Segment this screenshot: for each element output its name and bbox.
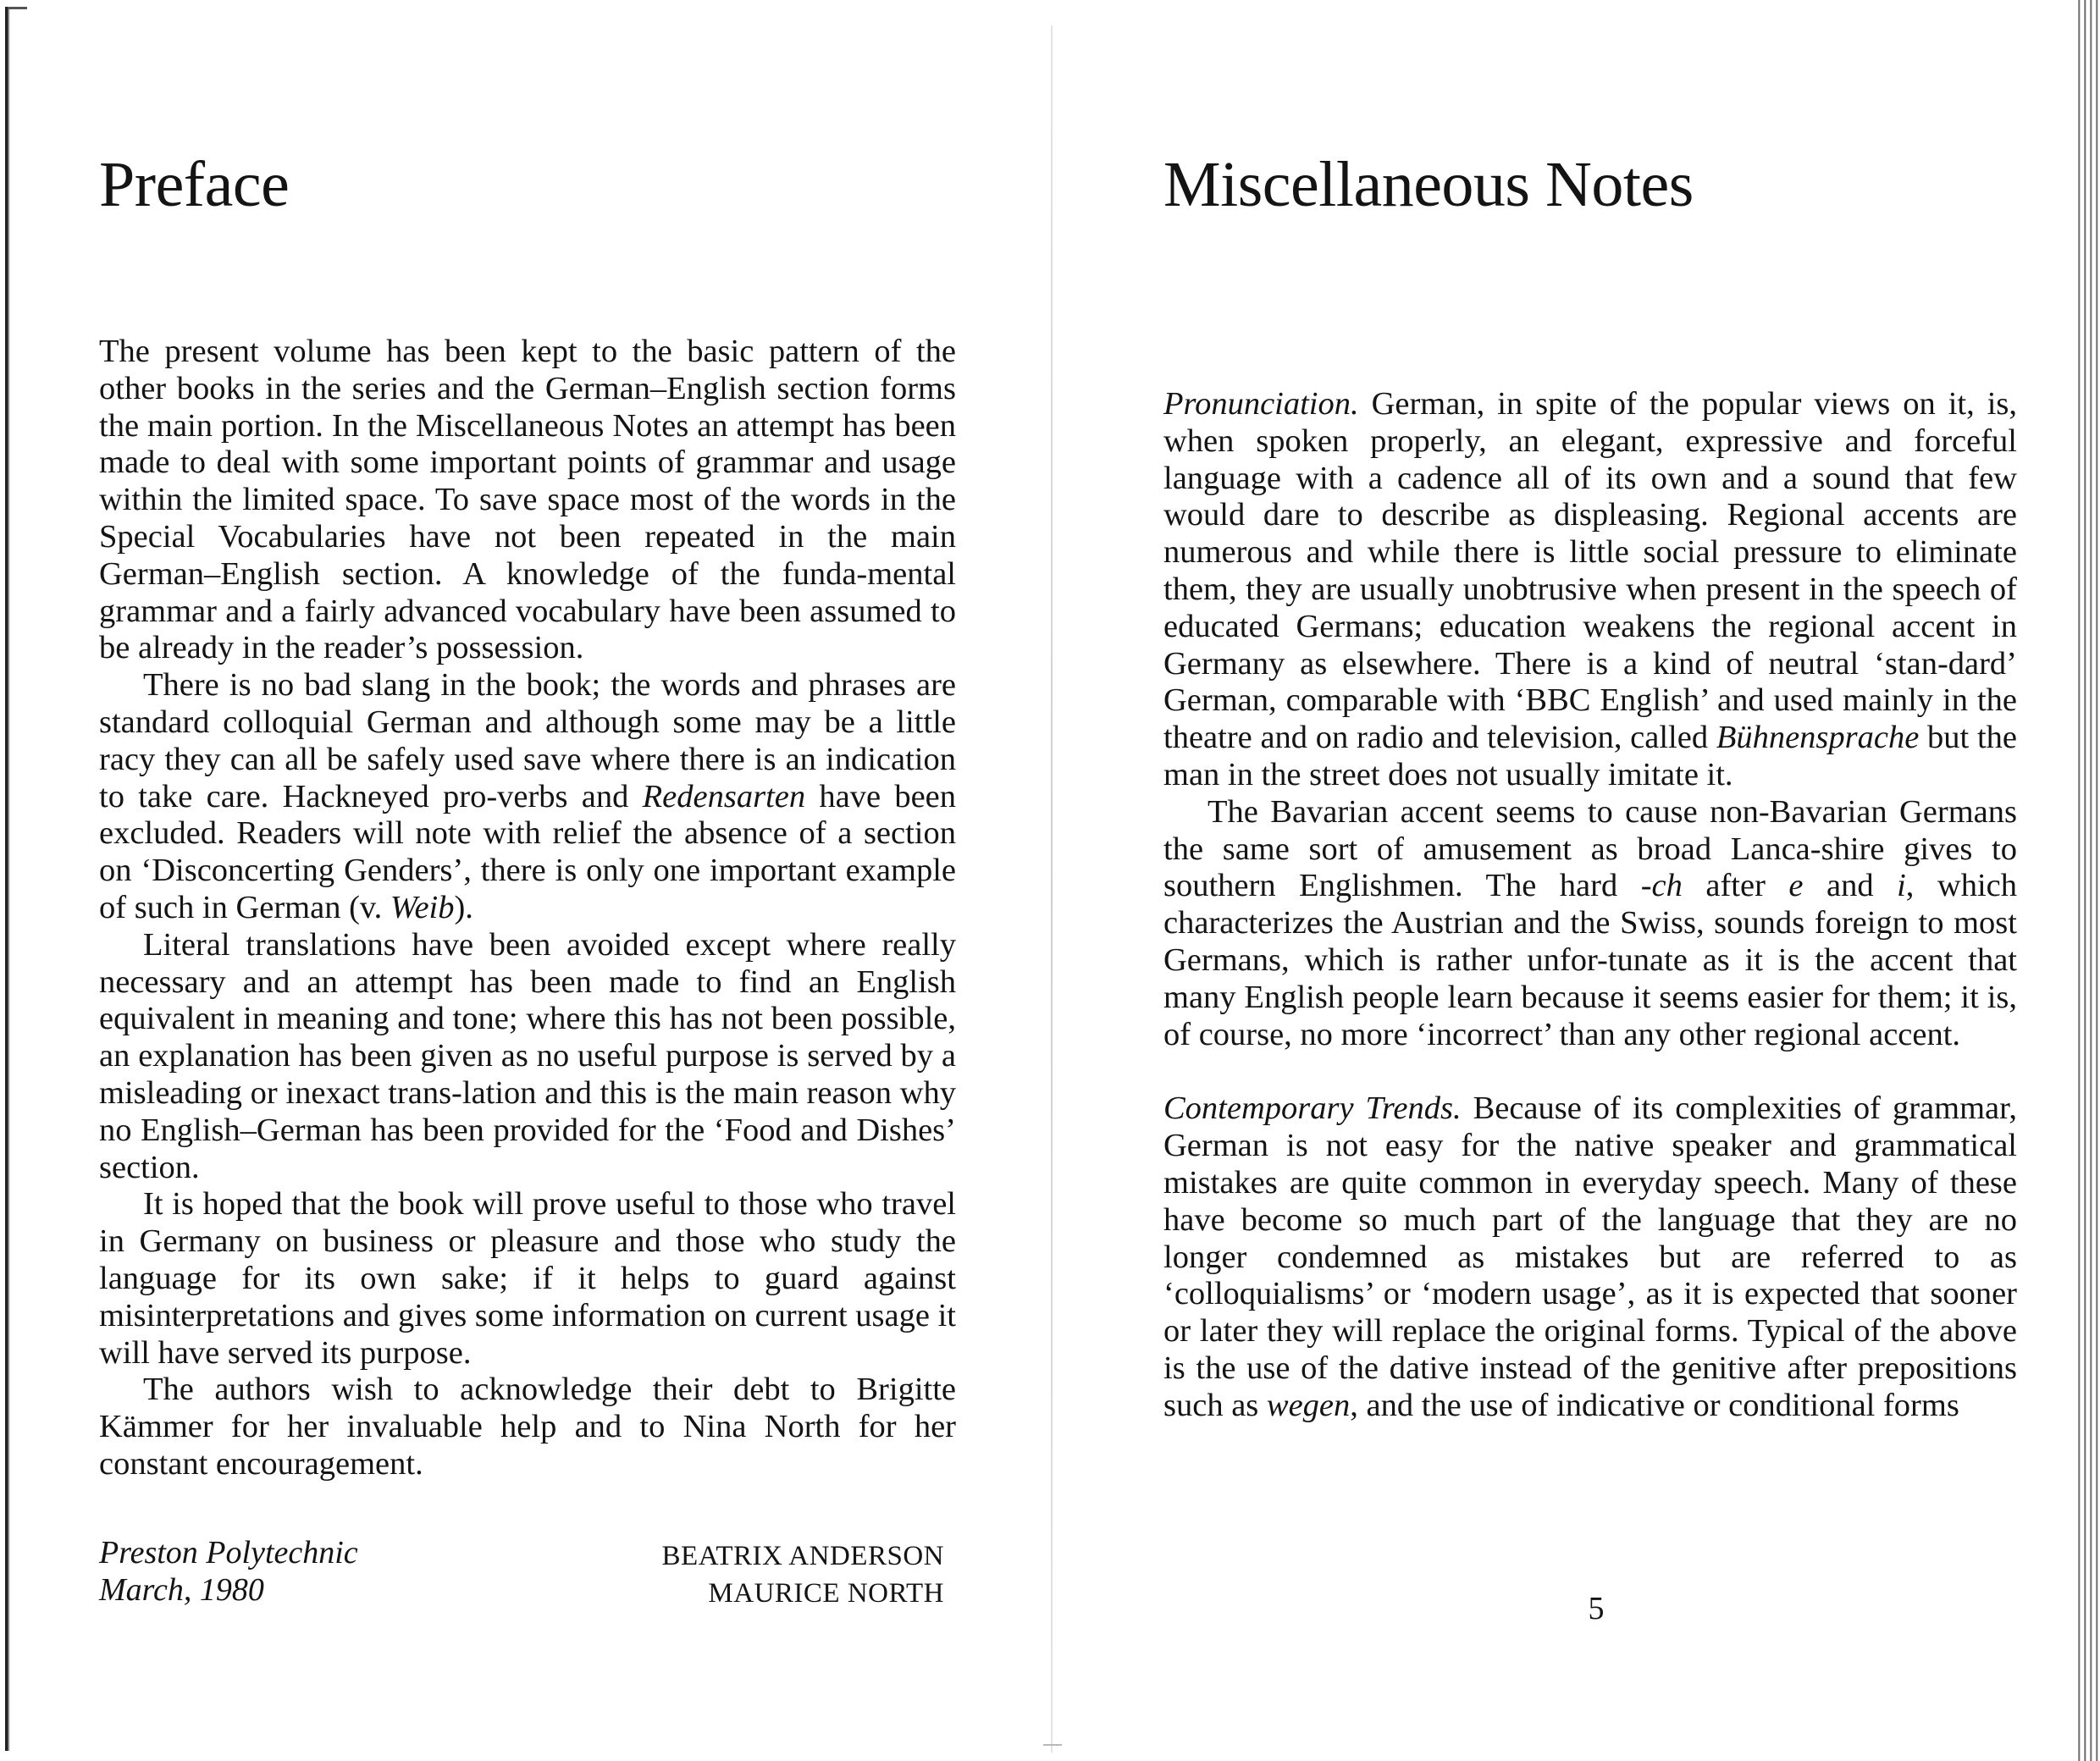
signoff-place: Preston Polytechnic <box>99 1534 358 1571</box>
book-gutter <box>1051 25 1053 1753</box>
page-number: 5 <box>1588 1591 1605 1626</box>
paragraph: The authors wish to acknowledge their debt to Brigitte Kämmer for her invaluable help and to Nina North for her constant encouragement. <box>99 1372 956 1482</box>
author-name: BEATRIX ANDERSON <box>661 1540 944 1571</box>
paragraph: Pronunciation. German, in spite of the popular views on it, is, when spoken properly, an elegant, expressive and forceful language with a cadence all of its own and a sound that few would dare to describe as displeasing. Regional accents are numerous and while there is little social pressure to eliminate them, they are usually unobtrusive when present in the speech of educated Germans; education weakens the regional accent in Germany as elsewhere. There is a kind of neutral ‘stan-dard’ German, comparable with ‘BBC English’ and used mainly in the theatre and on radio and television, called Bühnensprache but the man in the street does not usually imitate it. <box>1163 386 2017 792</box>
notes-body <box>1163 386 2017 1425</box>
left-edge-mark <box>8 7 27 9</box>
signoff-authors <box>662 1537 944 1612</box>
page-title: Miscellaneous Notes <box>1163 149 1694 220</box>
left-page-edge <box>5 7 10 1751</box>
paragraph: The present volume has been kept to the basic pattern of the other books in the series and the German–English section forms the main portion. In the Miscellaneous Notes an attempt has been made to deal with some important points of grammar and usage within the limited space. To save space most of the words in the Special Vocabularies have not been repeated in the main German–English section. A knowledge of the funda-mental grammar and a fairly advanced vocabulary have been assumed to be already in the reader’s possession. <box>99 334 956 666</box>
paragraph: The Bavarian accent seems to cause non-Bavarian Germans the same sort of amusement as broad Lanca-shire gives to southern Englishmen. The hard -ch after e and i, which characterizes the Austrian and the Swiss, sounds foreign to most Germans, which is rather unfor-tunate as it is the accent that many English people learn because it seems easier for them; it is, of course, no more ‘incorrect’ than any other regional accent. <box>1163 793 2017 1052</box>
preface-body <box>99 334 956 1483</box>
section-contemporary-trends <box>1163 1090 2017 1424</box>
paragraph: It is hoped that the book will prove useful to those who travel in Germany on business or pleasure and those who study the language for its own sake; if it helps to guard against misinterpretations and gives some information on current usage it will have served its purpose. <box>99 1186 956 1371</box>
paragraph: There is no bad slang in the book; the words and phrases are standard colloquial German and although some may be a little racy they can all be safely used save where there is an indication to take care. Hackneyed pro-verbs and Redensarten have been excluded. Readers will note with relief the absence of a section on ‘Disconcerting Genders’, there is only one important example of such in German (v. Weib). <box>99 667 956 925</box>
section-pronunciation <box>1163 386 2017 1053</box>
section-run-head: Pronunciation. <box>1163 386 1359 422</box>
gutter-mark <box>1043 1744 1062 1746</box>
right-page-edge <box>2075 0 2100 1761</box>
signoff-place-date <box>99 1534 358 1609</box>
preface-page <box>99 144 956 1615</box>
signoff-date: March, 1980 <box>99 1571 264 1608</box>
preface-signoff <box>99 1534 956 1615</box>
paragraph: Contemporary Trends. Because of its complexities of grammar, German is not easy for the native speaker and grammatical mistakes are quite common in everyday speech. Many of these have become so much part of the language that they are no longer condemned as mistakes but are referred to as ‘colloquialisms’ or ‘modern usage’, as it is expected that sooner or later they will replace the original forms. Typical of the above is the use of the dative instead of the genitive after prepositions such as wegen, and the use of indicative or conditional forms <box>1163 1090 2018 1423</box>
page-title: Preface <box>99 149 290 220</box>
section-run-head: Contemporary Trends. <box>1163 1090 1462 1127</box>
paragraph: Literal translations have been avoided except where really necessary and an attempt has been made to find an English equivalent in meaning and tone; where this has not been possible, an explanation has been given as no useful purpose is served by a misleading or inexact trans-lation and this is the main reason why no English–German has been provided for the ‘Food and Dishes’ section. <box>99 926 956 1185</box>
author-name: MAURICE NORTH <box>708 1577 944 1609</box>
notes-page <box>1163 144 2017 1425</box>
